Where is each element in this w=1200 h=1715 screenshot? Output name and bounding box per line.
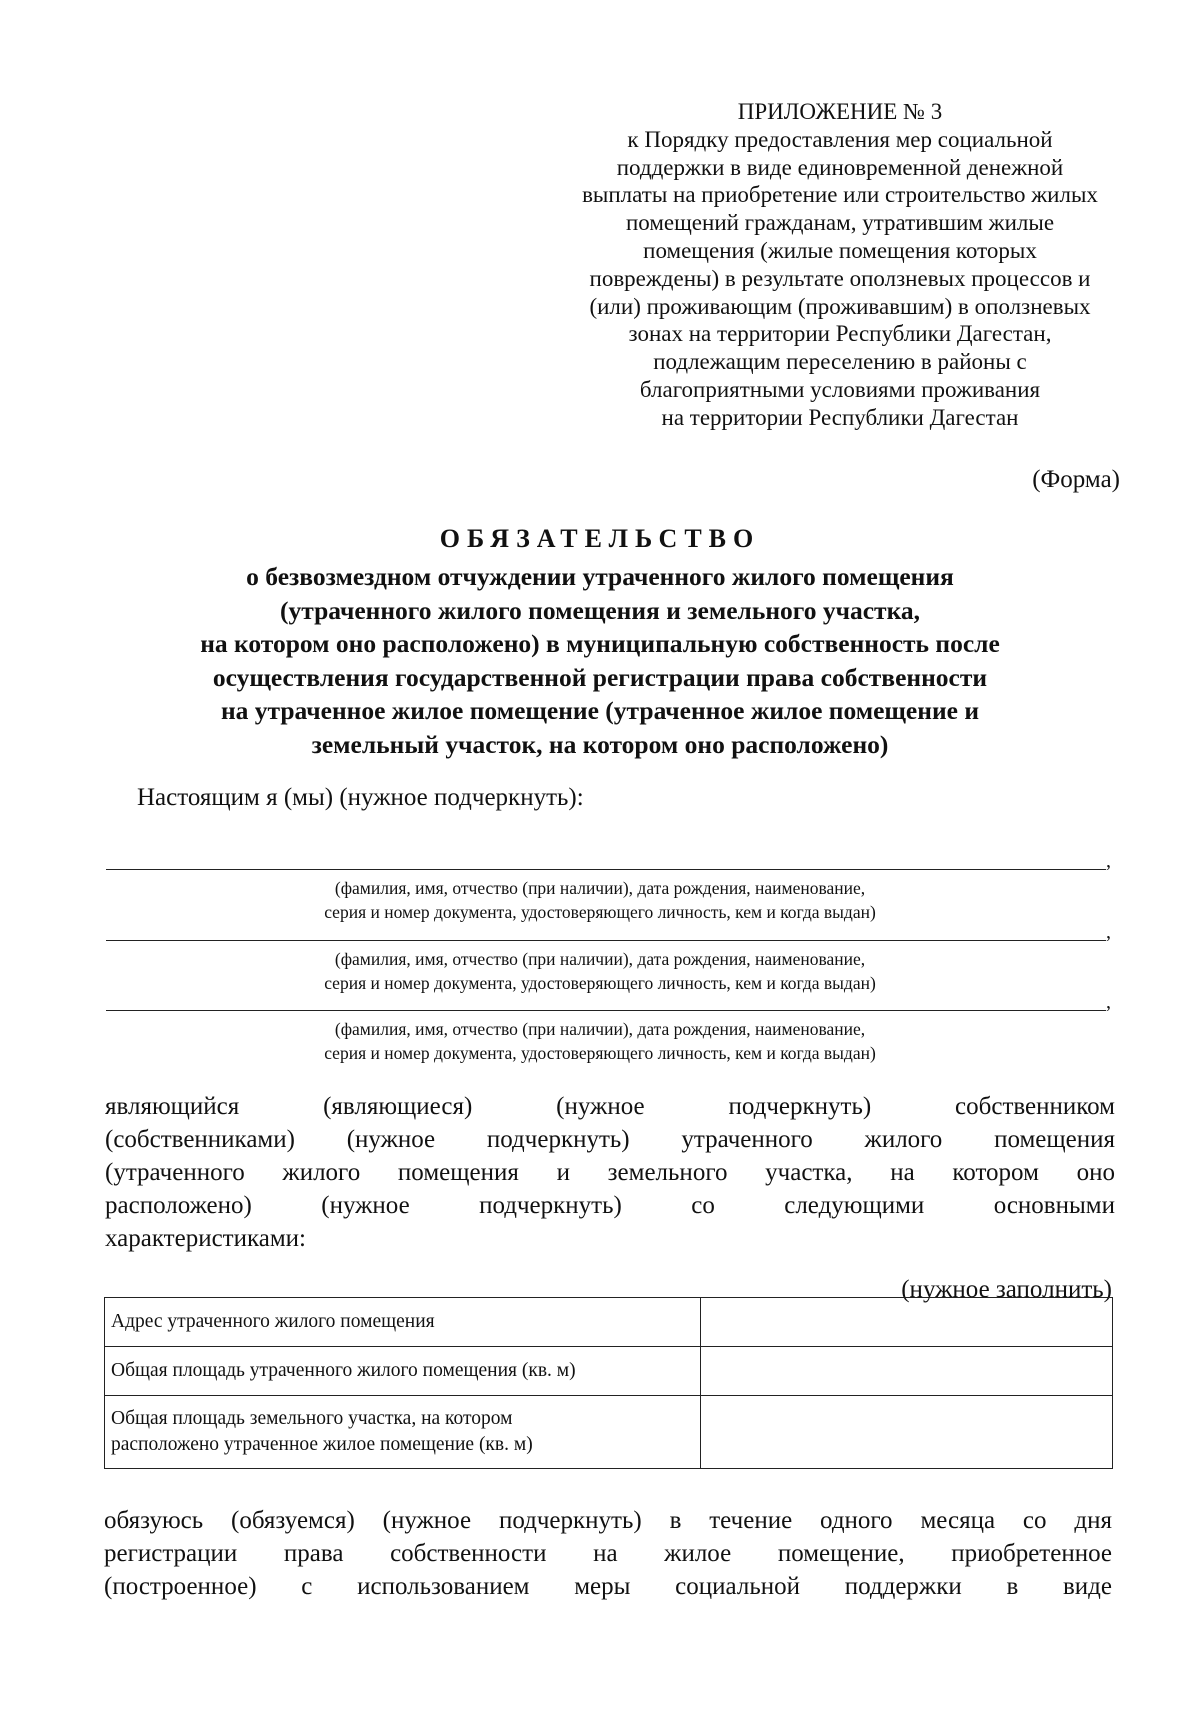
fill-comma: , [1106, 991, 1111, 1013]
appendix-line: (или) проживающим (проживавшим) в оползневых [589, 293, 1091, 319]
land-area-value-field[interactable] [701, 1396, 1113, 1469]
person-fill-caption [150, 876, 1050, 924]
document-subtitle [120, 560, 1080, 761]
address-value-field[interactable] [701, 1298, 1113, 1347]
appendix-line: зонах на территории Республики Дагестан, [628, 321, 1052, 347]
table-label-cell [105, 1396, 701, 1469]
owner-paragraph [105, 1090, 1115, 1255]
caption-line: серия и номер документа, удостоверяющего личность, кем и когда выдан) [324, 902, 876, 922]
table-label-cell: Общая площадь утраченного жилого помещения (кв. м) [105, 1347, 701, 1396]
person-fill-line[interactable] [106, 869, 1106, 870]
paragraph-line: регистрации права собственности на жилое помещение, приобретенное [104, 1540, 1112, 1567]
appendix-line: повреждены) в результате оползневых процессов и [589, 265, 1091, 291]
dwelling-area-value-field[interactable] [701, 1347, 1113, 1396]
appendix-line: на территории Республики Дагестан [661, 404, 1019, 430]
appendix-header [560, 98, 1120, 432]
label-line: Общая площадь земельного участка, на котором [111, 1408, 513, 1429]
appendix-line: поддержки в виде единовременной денежной [616, 154, 1064, 180]
person-fill-caption [150, 1017, 1050, 1065]
appendix-line: к Порядку предоставления мер социальной [627, 126, 1053, 152]
paragraph-line: расположено) (нужное подчеркнуть) со следующими основными [105, 1192, 1115, 1219]
obligation-paragraph [104, 1504, 1112, 1603]
table-label-cell: Адрес утраченного жилого помещения [105, 1298, 701, 1347]
subtitle-line: на утраченное жилое помещение (утраченное жилое помещение и [220, 696, 980, 725]
appendix-title: ПРИЛОЖЕНИЕ № 3 [737, 99, 943, 124]
paragraph-line: (построенное) с использованием меры социальной поддержки в виде [104, 1573, 1112, 1600]
fill-note: (нужное заполнить) [901, 1276, 1112, 1303]
appendix-line: подлежащим переселению в районы с [653, 349, 1027, 375]
subtitle-line: осуществления государственной регистрации права собственности [212, 662, 988, 692]
fill-comma: , [1106, 850, 1111, 872]
paragraph-line: являющийся (являющиеся) (нужное подчеркнуть) собственником [105, 1093, 1115, 1120]
subtitle-line: земельный участок, на котором оно расположено) [311, 729, 889, 759]
paragraph-line: характеристиками: [105, 1225, 306, 1252]
paragraph-line: (собственниками) (нужное подчеркнуть) утраченного жилого помещения [105, 1126, 1115, 1153]
form-label: (Форма) [1032, 466, 1120, 493]
person-fill-line[interactable] [106, 1010, 1106, 1011]
table-row [105, 1347, 1113, 1396]
appendix-line: помещений гражданам, утратившим жилые [625, 210, 1055, 236]
table-row [105, 1396, 1113, 1469]
paragraph-line: обязуюсь (обязуемся) (нужное подчеркнуть) в течение одного месяца со дня [104, 1507, 1112, 1534]
person-fill-line[interactable] [106, 940, 1106, 941]
caption-line: (фамилия, имя, отчество (при наличии), дата рождения, наименование, [334, 949, 866, 969]
table-row [105, 1298, 1113, 1347]
caption-line: серия и номер документа, удостоверяющего личность, кем и когда выдан) [324, 973, 876, 993]
subtitle-line: (утраченного жилого помещения и земельного участка, [279, 595, 921, 625]
subtitle-line: на котором оно расположено) в муниципальную собственность после [200, 629, 1000, 658]
label-line: расположено утраченное жилое помещение (кв. м) [111, 1434, 533, 1455]
paragraph-line: (утраченного жилого помещения и земельного участка, на котором оно [105, 1159, 1115, 1186]
caption-line: (фамилия, имя, отчество (при наличии), дата рождения, наименование, [334, 1019, 866, 1039]
subtitle-line: о безвозмездном отчуждении утраченного жилого помещения [246, 562, 954, 591]
appendix-line: помещения (жилые помещения которых [643, 237, 1037, 263]
property-table [104, 1297, 1113, 1469]
caption-line: (фамилия, имя, отчество (при наличии), дата рождения, наименование, [334, 878, 866, 898]
appendix-line: благоприятными условиями проживания [639, 376, 1041, 402]
intro-text: Настоящим я (мы) (нужное подчеркнуть): [137, 784, 584, 811]
fill-comma: , [1106, 921, 1111, 943]
document-title: ОБЯЗАТЕЛЬСТВО [439, 524, 761, 553]
caption-line: серия и номер документа, удостоверяющего личность, кем и когда выдан) [324, 1043, 876, 1063]
person-fill-caption [150, 947, 1050, 995]
appendix-line: выплаты на приобретение или строительство жилых [582, 182, 1098, 208]
